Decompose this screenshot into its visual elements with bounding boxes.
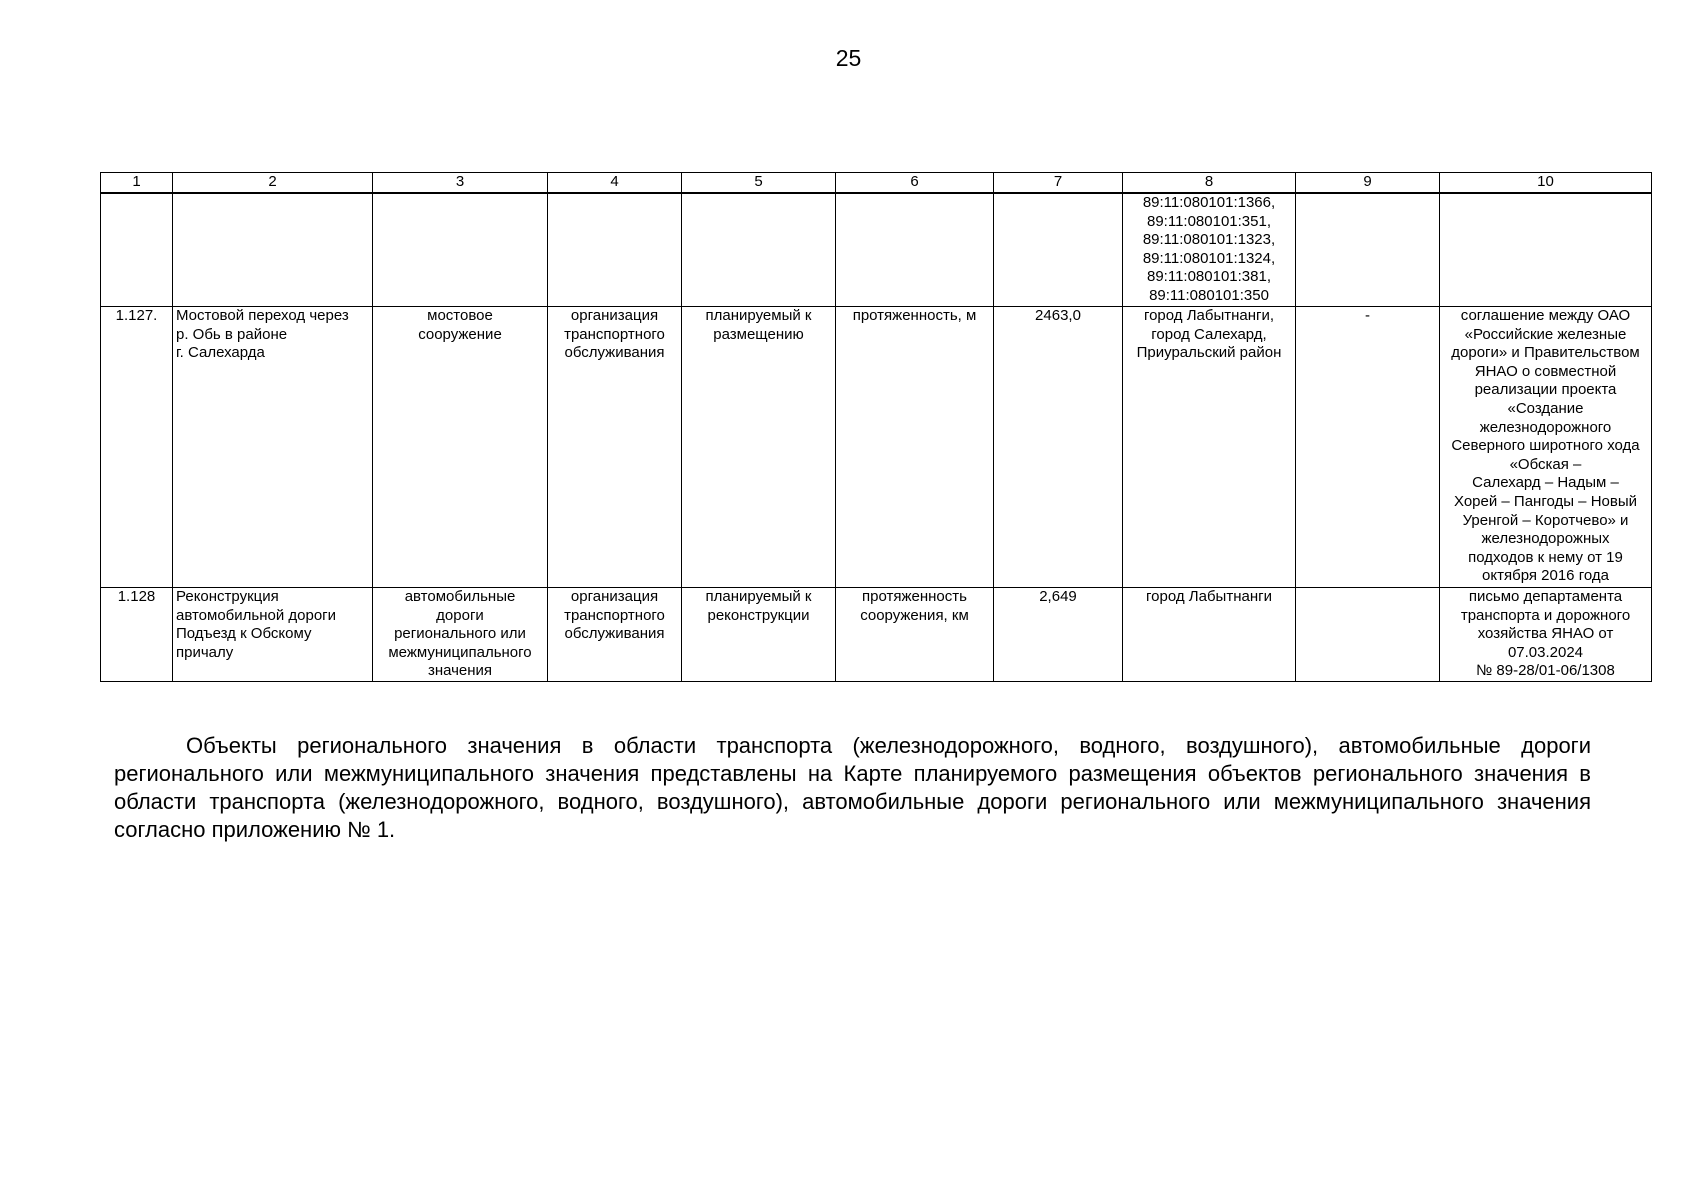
cell-characteristic — [836, 193, 994, 307]
objects-table-container — [100, 172, 1651, 682]
cell-object-type: автомобильные дороги регионального или межмуниципального значения — [373, 588, 548, 682]
cell-basis — [1440, 193, 1652, 307]
cell-status: планируемый к реконструкции — [682, 588, 836, 682]
column-number-1: 1 — [101, 173, 173, 194]
table-row — [101, 307, 1652, 588]
column-number-9: 9 — [1296, 173, 1440, 194]
body-paragraph: Объекты регионального значения в области транспорта (железнодорожного, водного, воздушного), автомобильные дороги регионального или межмуниципального значения представлены на Карте планируемого размещения объектов регионального значения в области транспорта (железнодорожного, водного, воздушного), автомобильные дороги регионального или межмуниципального значения согласно приложению № 1. — [114, 733, 1591, 842]
cell-value: 2463,0 — [994, 307, 1123, 588]
column-number-3: 3 — [373, 173, 548, 194]
cell-location: 89:11:080101:1366, 89:11:080101:351, 89:11:080101:1323, 89:11:080101:1324, 89:11:080101:381, 89:11:080101:350 — [1123, 193, 1296, 307]
cell-characteristic: протяженность, м — [836, 307, 994, 588]
cell-basis: письмо департамента транспорта и дорожного хозяйства ЯНАО от 07.03.2024 № 89-28/01-06/1308 — [1440, 588, 1652, 682]
cell-location: город Лабытнанги, город Салехард, Приуральский район — [1123, 307, 1296, 588]
cell-value: 2,649 — [994, 588, 1123, 682]
cell-status: планируемый к размещению — [682, 307, 836, 588]
column-number-10: 10 — [1440, 173, 1652, 194]
table-row — [101, 193, 1652, 307]
cell-value — [994, 193, 1123, 307]
cell-characteristic: протяженность сооружения, км — [836, 588, 994, 682]
cell-object-type: мостовое сооружение — [373, 307, 548, 588]
cell-object-name — [173, 193, 373, 307]
page-number: 25 — [835, 45, 862, 71]
objects-table — [100, 172, 1652, 682]
column-number-8: 8 — [1123, 173, 1296, 194]
column-number-2: 2 — [173, 173, 373, 194]
cell-object-name: Мостовой переход через р. Обь в районе г. Салехарда — [173, 307, 373, 588]
cell-zone: - — [1296, 307, 1440, 588]
cell-location: город Лабытнанги — [1123, 588, 1296, 682]
cell-zone — [1296, 588, 1440, 682]
cell-purpose: организация транспортного обслуживания — [548, 307, 682, 588]
column-number-4: 4 — [548, 173, 682, 194]
cell-purpose — [548, 193, 682, 307]
cell-zone — [1296, 193, 1440, 307]
table-row — [101, 588, 1652, 682]
cell-basis: соглашение между ОАО «Российские железные дороги» и Правительством ЯНАО о совместной реализации проекта «Создание железнодорожного Северного широтного хода «Обская – Салехард – Надым – Хорей – Пангоды – Новый Уренгой – Коротчево» и железнодорожных подходов к нему от 19 октября 2016 года — [1440, 307, 1652, 588]
column-number-5: 5 — [682, 173, 836, 194]
cell-number: 1.128 — [101, 588, 173, 682]
cell-status — [682, 193, 836, 307]
column-number-6: 6 — [836, 173, 994, 194]
cell-number — [101, 193, 173, 307]
cell-object-name: Реконструкция автомобильной дороги Подъезд к Обскому причалу — [173, 588, 373, 682]
cell-purpose: организация транспортного обслуживания — [548, 588, 682, 682]
table-header-row — [101, 173, 1652, 194]
column-number-7: 7 — [994, 173, 1123, 194]
cell-object-type — [373, 193, 548, 307]
cell-number: 1.127. — [101, 307, 173, 588]
